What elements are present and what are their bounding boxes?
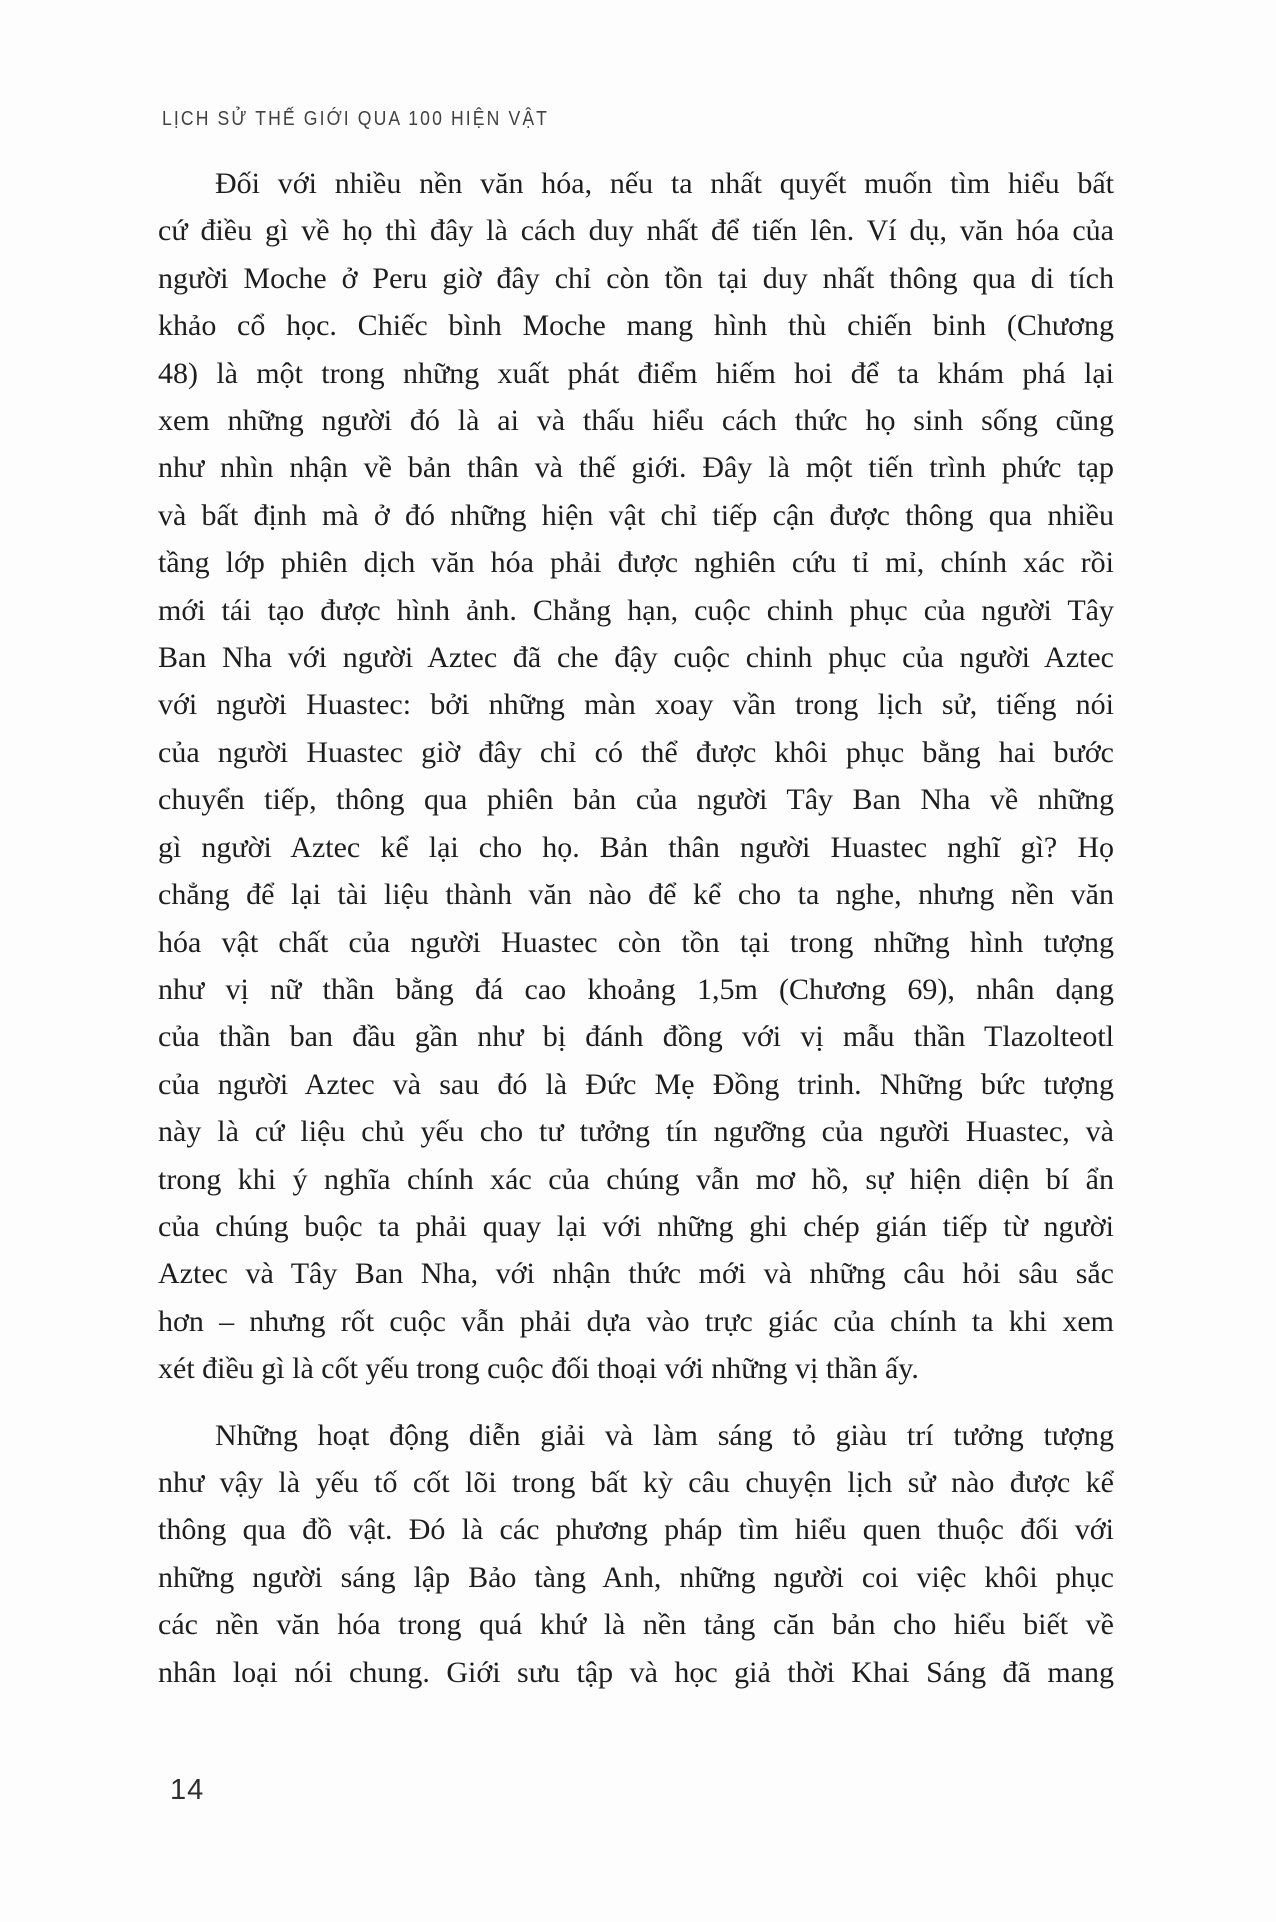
text-line: Ban Nha với người Aztec đã che đậy cuộc chinh phục của người Aztec (158, 641, 1114, 675)
text-line: trong khi ý nghĩa chính xác của chúng vẫn mơ hồ, sự hiện diện bí ẩn (158, 1162, 1114, 1196)
text-line: mới tái tạo được hình ảnh. Chẳng hạn, cuộc chinh phục của người Tây (158, 593, 1114, 627)
text-line: như vậy là yếu tố cốt lõi trong bất kỳ câu chuyện lịch sử nào được kể (158, 1465, 1114, 1499)
text-line: xét điều gì là cốt yếu trong cuộc đối thoại với những vị thần ấy. (158, 1352, 919, 1386)
text-line: và bất định mà ở đó những hiện vật chỉ tiếp cận được thông qua nhiều (158, 498, 1114, 532)
text-line: thông qua đồ vật. Đó là các phương pháp tìm hiểu quen thuộc đối với (158, 1513, 1114, 1547)
paragraph-2 (158, 1412, 1114, 1696)
text-line: cứ điều gì về họ thì đây là cách duy nhất để tiến lên. Ví dụ, văn hóa của (158, 214, 1114, 248)
page-text-block (158, 160, 1114, 1696)
text-line: của người Aztec và sau đó là Đức Mẹ Đồng trinh. Những bức tượng (158, 1067, 1114, 1101)
text-line: hơn – nhưng rốt cuộc vẫn phải dựa vào trực giác của chính ta khi xem (158, 1304, 1114, 1338)
text-line: với người Huastec: bởi những màn xoay vần trong lịch sử, tiếng nói (158, 688, 1114, 722)
running-header: LỊCH SỬ THẾ GIỚI QUA 100 HIỆN VẬT (162, 108, 550, 130)
text-line: như vị nữ thần bằng đá cao khoảng 1,5m (Chương 69), nhân dạng (158, 972, 1114, 1006)
text-line: Aztec và Tây Ban Nha, với nhận thức mới và những câu hỏi sâu sắc (158, 1257, 1114, 1291)
text-line: này là cứ liệu chủ yếu cho tư tưởng tín ngưỡng của người Huastec, và (158, 1115, 1114, 1149)
text-line: khảo cổ học. Chiếc bình Moche mang hình thù chiến binh (Chương (158, 309, 1114, 343)
text-line: nhân loại nói chung. Giới sưu tập và học giả thời Khai Sáng đã mang (158, 1655, 1114, 1689)
text-line: hóa vật chất của người Huastec còn tồn tại trong những hình tượng (158, 925, 1114, 959)
page-number: 14 (170, 1774, 205, 1806)
text-line: gì người Aztec kể lại cho họ. Bản thân người Huastec nghĩ gì? Họ (158, 830, 1114, 864)
text-line: các nền văn hóa trong quá khứ là nền tảng căn bản cho hiểu biết về (158, 1608, 1114, 1642)
paragraph-1 (158, 160, 1114, 1393)
text-line: xem những người đó là ai và thấu hiểu cách thức họ sinh sống cũng (158, 404, 1114, 438)
text-line: của chúng buộc ta phải quay lại với những ghi chép gián tiếp từ người (158, 1209, 1114, 1243)
text-line: chẳng để lại tài liệu thành văn nào để kể cho ta nghe, nhưng nền văn (158, 878, 1114, 912)
text-line: của người Huastec giờ đây chỉ có thể được khôi phục bằng hai bước (158, 735, 1114, 769)
text-line: 48) là một trong những xuất phát điểm hiếm hoi để ta khám phá lại (158, 356, 1114, 390)
text-line: những người sáng lập Bảo tàng Anh, những người coi việc khôi phục (158, 1560, 1114, 1594)
text-line: tầng lớp phiên dịch văn hóa phải được nghiên cứu tỉ mỉ, chính xác rồi (158, 546, 1114, 580)
text-line: như nhìn nhận về bản thân và thế giới. Đây là một tiến trình phức tạp (158, 451, 1114, 485)
text-line: Những hoạt động diễn giải và làm sáng tỏ giàu trí tưởng tượng (215, 1418, 1114, 1452)
text-line: của thần ban đầu gần như bị đánh đồng với vị mẫu thần Tlazolteotl (158, 1020, 1114, 1054)
text-line: người Moche ở Peru giờ đây chỉ còn tồn tại duy nhất thông qua di tích (158, 261, 1114, 295)
text-line: chuyển tiếp, thông qua phiên bản của người Tây Ban Nha về những (158, 783, 1114, 817)
text-line: Đối với nhiều nền văn hóa, nếu ta nhất quyết muốn tìm hiểu bất (215, 167, 1114, 200)
